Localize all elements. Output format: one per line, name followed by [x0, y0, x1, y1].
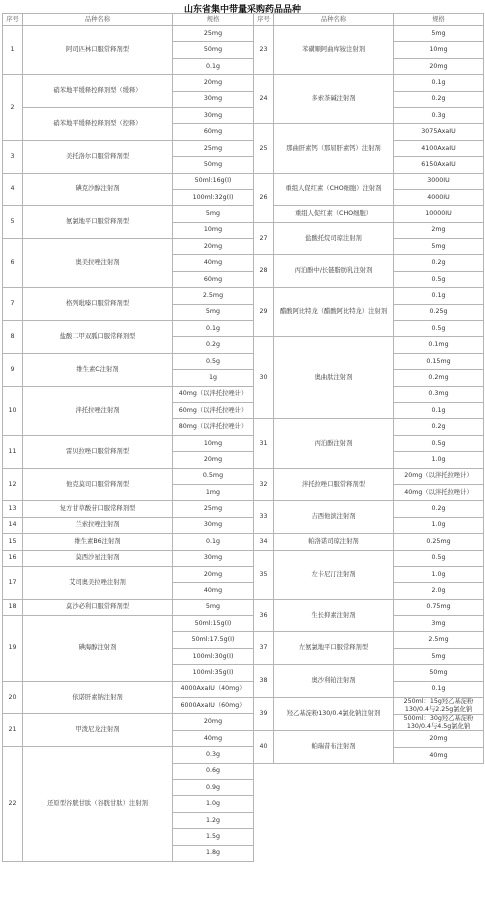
drug-spec: 40mg（以泮托拉唑计） [394, 484, 484, 500]
row-number: 11 [3, 435, 23, 468]
table-row [3, 714, 254, 730]
table-row [254, 534, 484, 550]
table-row [254, 255, 484, 271]
table-row [254, 632, 484, 648]
drug-spec: 0.9g [173, 779, 254, 795]
drug-spec: 5mg [173, 206, 254, 222]
table-row [3, 468, 254, 484]
drug-spec: 30mg [173, 91, 254, 107]
drug-spec: 30mg [173, 550, 254, 566]
drug-spec: 3075AxaIU [394, 124, 484, 140]
drug-spec: 4000AxaIU（40mg） [173, 681, 254, 697]
drug-spec: 1.5g [173, 829, 254, 845]
header-name: 品种名称 [23, 14, 173, 26]
drug-spec: 0.5g [394, 321, 484, 337]
row-number: 32 [254, 468, 274, 501]
drug-spec: 1.0g [394, 452, 484, 468]
drug-spec: 2.5mg [394, 632, 484, 648]
drug-spec: 0.5mg [173, 468, 254, 484]
row-number: 10 [3, 386, 23, 435]
row-number: 9 [3, 353, 23, 386]
drug-spec: 2mg [394, 222, 484, 238]
drug-name: 莫西沙星注射剂 [23, 550, 173, 566]
drug-name: 盐酸二甲双胍口服常释剂型 [23, 321, 173, 354]
drug-spec: 100ml:35g(I) [173, 665, 254, 681]
drug-spec: 20mg [173, 566, 254, 582]
drug-name: 左卡尼汀注射剂 [274, 550, 394, 599]
table-row [3, 206, 254, 222]
drug-spec: 250ml：15g羟乙基淀粉130/0.4与2.25g氯化钠 [394, 698, 484, 715]
row-number: 22 [3, 747, 23, 862]
table-row [3, 534, 254, 550]
table-row [3, 681, 254, 697]
drug-name: 羟乙基淀粉130/0.4氯化钠注射剂 [274, 698, 394, 731]
table-row [3, 501, 254, 517]
drug-name: 雷贝拉唑口服常释剂型 [23, 435, 173, 468]
row-number: 15 [3, 534, 23, 550]
drug-spec: 10000IU [394, 206, 484, 222]
drug-spec: 80mg（以泮托拉唑计） [173, 419, 254, 435]
drug-spec: 5mg [394, 648, 484, 664]
drug-spec: 10mg [173, 435, 254, 451]
drug-spec: 100ml:32g(I) [173, 189, 254, 205]
drug-spec: 0.25mg [394, 534, 484, 550]
table-row [3, 140, 254, 156]
drug-spec: 25mg [173, 501, 254, 517]
drug-name: 泮托拉唑注射剂 [23, 386, 173, 435]
header-no: 序号 [3, 14, 23, 26]
drug-table-right [253, 13, 484, 764]
drug-name: 碘克沙醇注射剂 [23, 173, 173, 206]
drug-name: 丙泊酚中/长链脂肪乳注射剂 [274, 255, 394, 288]
drug-spec: 0.1g [394, 288, 484, 304]
drug-name: 兰索拉唑注射剂 [23, 517, 173, 533]
drug-name: 莫沙必利口服常释剂型 [23, 599, 173, 615]
row-number: 29 [254, 288, 274, 337]
row-number: 25 [254, 124, 274, 173]
row-number: 35 [254, 550, 274, 599]
drug-spec: 10mg [394, 42, 484, 58]
table-row [3, 107, 254, 123]
table-row [254, 665, 484, 681]
drug-spec: 0.5g [173, 353, 254, 369]
table-row [3, 599, 254, 615]
row-number: 37 [254, 632, 274, 665]
row-number: 17 [3, 566, 23, 599]
drug-name: 盐酸托烷司琼注射剂 [274, 222, 394, 255]
table-row [3, 173, 254, 189]
drug-spec: 40mg [394, 747, 484, 763]
drug-name: 硝苯地平缓释控释剂型（缓释） [23, 75, 173, 108]
table-row [3, 386, 254, 402]
row-number: 40 [254, 731, 274, 764]
drug-name: 醋酸阿比特龙（醋酸阿比特龙）注射剂 [274, 288, 394, 337]
row-number: 34 [254, 534, 274, 550]
drug-spec: 0.3g [394, 107, 484, 123]
drug-name: 那曲肝素钙（那屈肝素钙）注射剂 [274, 124, 394, 173]
table-row [254, 698, 484, 715]
drug-spec: 2.0g [394, 583, 484, 599]
row-number: 30 [254, 337, 274, 419]
row-number: 5 [3, 206, 23, 239]
row-number: 2 [3, 75, 23, 141]
table-row [254, 173, 484, 189]
table-header-row [3, 14, 254, 26]
drug-spec: 1g [173, 370, 254, 386]
drug-name: 氨氯地平口服常释剂型 [23, 206, 173, 239]
row-number: 19 [3, 616, 23, 682]
drug-name: 丙泊酚注射剂 [274, 419, 394, 468]
drug-spec: 2.5mg [173, 288, 254, 304]
table-body-right [254, 26, 484, 764]
drug-spec: 0.3g [173, 747, 254, 763]
table-row [254, 288, 484, 304]
drug-spec: 0.5g [394, 271, 484, 287]
drug-name: 碘海醇注射剂 [23, 616, 173, 682]
table-row [3, 321, 254, 337]
table-row [3, 239, 254, 255]
drug-name: 维生素B6注射剂 [23, 534, 173, 550]
drug-spec: 50mg [394, 665, 484, 681]
drug-name: 硝苯地平缓释控释剂型（控释） [23, 107, 173, 140]
drug-spec: 0.1g [394, 681, 484, 697]
row-number: 21 [3, 714, 23, 747]
table-row [3, 26, 254, 42]
drug-name: 格列吡嗪口服常释剂型 [23, 288, 173, 321]
drug-name: 复方甘草酸苷口服常释剂型 [23, 501, 173, 517]
row-number: 8 [3, 321, 23, 354]
drug-spec: 60mg [173, 271, 254, 287]
table-row [3, 550, 254, 566]
drug-spec: 40mg [173, 255, 254, 271]
drug-spec: 0.6g [173, 763, 254, 779]
header-spec: 规格 [394, 14, 484, 26]
row-number: 24 [254, 75, 274, 124]
drug-name: 阿司匹林口服常释剂型 [23, 26, 173, 75]
drug-spec: 5mg [394, 26, 484, 42]
drug-spec: 0.2mg [394, 370, 484, 386]
drug-spec: 20mg（以泮托拉唑计） [394, 468, 484, 484]
drug-spec: 20mg [173, 452, 254, 468]
drug-spec: 50mg [173, 157, 254, 173]
row-number: 14 [3, 517, 23, 533]
drug-name: 依诺肝素钠注射剂 [23, 681, 173, 714]
drug-spec: 6150AxaIU [394, 157, 484, 173]
row-number: 28 [254, 255, 274, 288]
row-number: 1 [3, 26, 23, 75]
table-row [254, 337, 484, 353]
drug-spec: 0.1g [394, 402, 484, 418]
drug-name: 重组人促红素（CHO细胞）注射剂 [274, 173, 394, 206]
drug-spec: 1.2g [173, 812, 254, 828]
table-row [3, 75, 254, 91]
header-name: 品种名称 [274, 14, 394, 26]
drug-table-left [2, 13, 254, 862]
drug-name: 甲泼尼龙注射剂 [23, 714, 173, 747]
table-row [254, 124, 484, 140]
header-spec: 规格 [173, 14, 254, 26]
drug-spec: 5mg [173, 304, 254, 320]
drug-spec: 1.0g [394, 517, 484, 533]
table-row [254, 206, 484, 222]
drug-name: 左氨氯地平口服常释剂型 [274, 632, 394, 665]
drug-spec: 0.3mg [394, 386, 484, 402]
drug-spec: 0.2g [173, 337, 254, 353]
drug-spec: 0.1g [394, 75, 484, 91]
drug-spec: 25mg [173, 26, 254, 42]
drug-spec: 50mg [173, 42, 254, 58]
drug-spec: 3000IU [394, 173, 484, 189]
drug-spec: 0.75mg [394, 599, 484, 615]
drug-spec: 0.1g [173, 534, 254, 550]
drug-spec: 40mg [173, 583, 254, 599]
table-row [254, 222, 484, 238]
drug-name: 美托洛尔口服常释剂型 [23, 140, 173, 173]
row-number: 18 [3, 599, 23, 615]
drug-spec: 20mg [173, 75, 254, 91]
table-row [254, 599, 484, 615]
row-number: 13 [3, 501, 23, 517]
row-number: 7 [3, 288, 23, 321]
drug-spec: 50ml:17.5g(I) [173, 632, 254, 648]
row-number: 33 [254, 501, 274, 534]
drug-spec: 3mg [394, 616, 484, 632]
row-number: 4 [3, 173, 23, 206]
table-row [3, 288, 254, 304]
drug-spec: 1.0g [394, 566, 484, 582]
drug-name: 吉西他滨注射剂 [274, 501, 394, 534]
table-row [254, 550, 484, 566]
drug-spec: 30mg [173, 107, 254, 123]
drug-spec: 100ml:30g(I) [173, 648, 254, 664]
drug-name: 艾司奥美拉唑注射剂 [23, 566, 173, 599]
table-row [254, 501, 484, 517]
table-row [254, 468, 484, 484]
drug-spec: 10mg [173, 222, 254, 238]
drug-name: 维生素C注射剂 [23, 353, 173, 386]
table-header-row [254, 14, 484, 26]
drug-name: 生长抑素注射剂 [274, 599, 394, 632]
drug-spec: 60mg [173, 124, 254, 140]
drug-spec: 4000IU [394, 189, 484, 205]
drug-spec: 50ml:15g(I) [173, 616, 254, 632]
table-row [254, 75, 484, 91]
drug-name: 奥美拉唑注射剂 [23, 239, 173, 288]
drug-spec: 0.1mg [394, 337, 484, 353]
table-row [254, 419, 484, 435]
table-body-left [3, 26, 254, 862]
drug-spec: 40mg（以泮托拉唑计） [173, 386, 254, 402]
drug-name: 帕洛诺司琼注射剂 [274, 534, 394, 550]
table-row [3, 435, 254, 451]
drug-name: 帕瑞昔布注射剂 [274, 731, 394, 764]
row-number: 3 [3, 140, 23, 173]
row-number: 38 [254, 665, 274, 698]
drug-spec: 0.5g [394, 435, 484, 451]
drug-spec: 1.8g [173, 845, 254, 861]
drug-spec: 0.1g [173, 58, 254, 74]
drug-spec: 0.2g [394, 501, 484, 517]
row-number: 39 [254, 698, 274, 731]
row-number: 31 [254, 419, 274, 468]
row-number: 36 [254, 599, 274, 632]
table-row [254, 731, 484, 747]
row-number: 6 [3, 239, 23, 288]
drug-name: 他克莫司口服常释剂型 [23, 468, 173, 501]
drug-spec: 5mg [394, 239, 484, 255]
drug-name: 奥沙利铂注射剂 [274, 665, 394, 698]
drug-name: 奥曲肽注射剂 [274, 337, 394, 419]
row-number: 26 [254, 173, 274, 222]
table-row [3, 747, 254, 763]
drug-spec: 0.2g [394, 255, 484, 271]
drug-spec: 20mg [394, 58, 484, 74]
drug-name: 多索茶碱注射剂 [274, 75, 394, 124]
row-number: 16 [3, 550, 23, 566]
row-number: 12 [3, 468, 23, 501]
drug-spec: 40mg [173, 730, 254, 746]
table-row [3, 517, 254, 533]
drug-spec: 1.0g [173, 796, 254, 812]
header-no: 序号 [254, 14, 274, 26]
drug-spec: 0.1g [173, 321, 254, 337]
drug-spec: 20mg [173, 714, 254, 730]
table-row [254, 26, 484, 42]
drug-spec: 0.2g [394, 91, 484, 107]
drug-spec: 4100AxaIU [394, 140, 484, 156]
table-row [3, 566, 254, 582]
drug-spec: 60mg（以泮托拉唑计） [173, 402, 254, 418]
row-number: 23 [254, 26, 274, 75]
drug-name: 还原型谷胱甘肽（谷胱甘肽）注射剂 [23, 747, 173, 862]
table-row [3, 353, 254, 369]
drug-name: 苯磺顺阿曲库铵注射剂 [274, 26, 394, 75]
drug-spec: 5mg [173, 599, 254, 615]
drug-spec: 20mg [394, 731, 484, 747]
drug-spec: 25mg [173, 140, 254, 156]
drug-spec: 0.5g [394, 550, 484, 566]
drug-name: 泮托拉唑口服常释剂型 [274, 468, 394, 501]
drug-spec: 0.25g [394, 304, 484, 320]
page-title: 山东省集中带量采购药品品种 [183, 5, 301, 15]
table-row [3, 616, 254, 632]
drug-spec: 0.15mg [394, 353, 484, 369]
drug-spec: 0.2g [394, 419, 484, 435]
row-number: 27 [254, 222, 274, 255]
drug-name: 重组人促红素（CHO细胞） [274, 206, 394, 222]
drug-spec: 500ml：30g羟乙基淀粉130/0.4与4.5g氯化钠 [394, 714, 484, 731]
row-number: 20 [3, 681, 23, 714]
drug-spec: 20mg [173, 239, 254, 255]
drug-spec: 1mg [173, 484, 254, 500]
drug-spec: 6000AxaIU（60mg） [173, 698, 254, 714]
drug-spec: 30mg [173, 517, 254, 533]
drug-spec: 50ml:16g(I) [173, 173, 254, 189]
